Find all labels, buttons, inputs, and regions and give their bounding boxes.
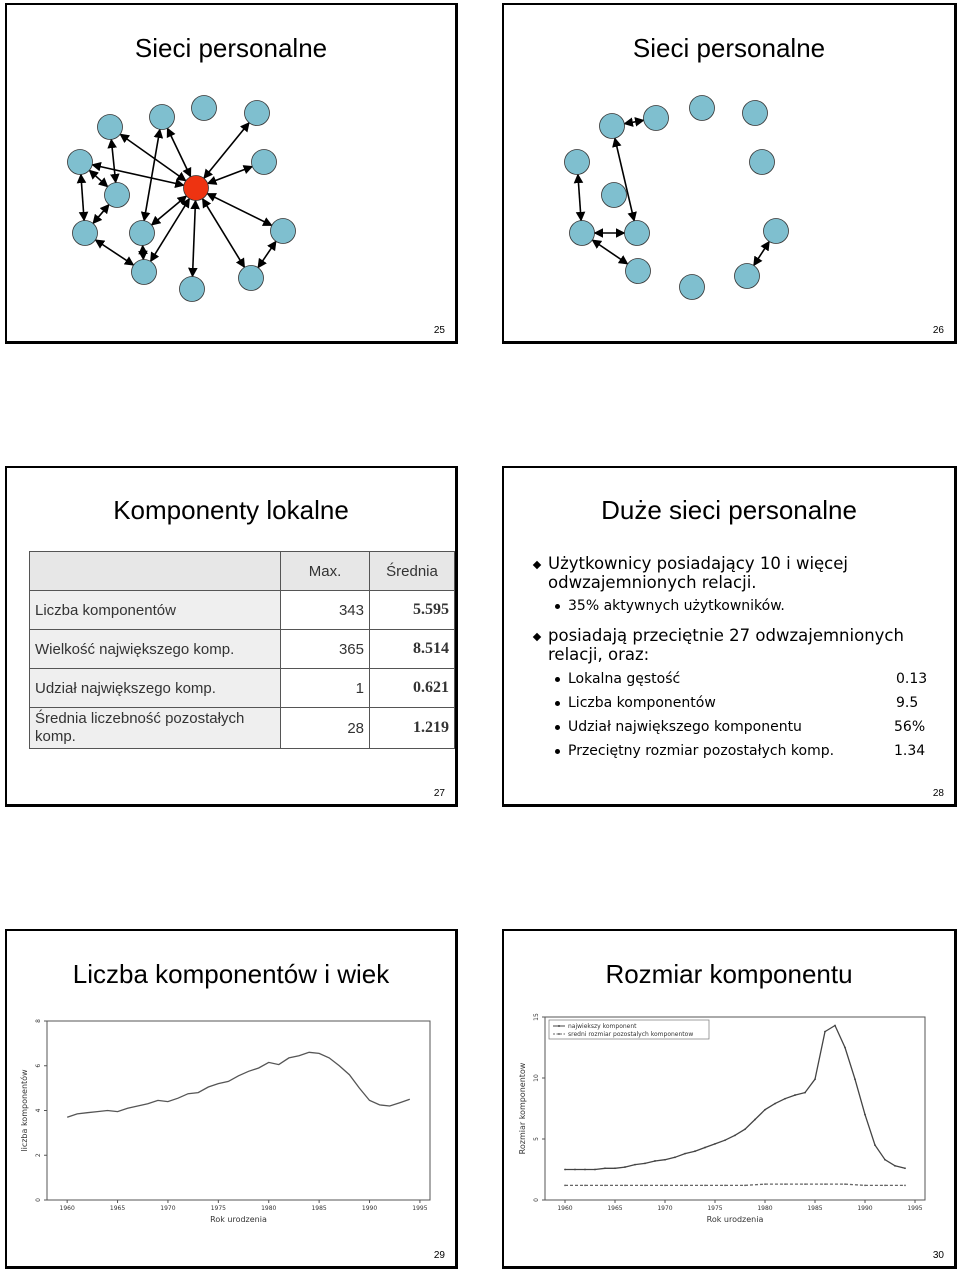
slide-30 <box>502 929 957 1269</box>
bullet-dot-icon <box>555 749 560 754</box>
table-row <box>30 669 455 708</box>
data-point <box>884 1159 886 1161</box>
data-point <box>844 1047 846 1049</box>
x-tick-label: 1965 <box>607 1205 623 1212</box>
slide-title: Duże sieci personalne <box>601 495 857 525</box>
data-point <box>864 1114 866 1116</box>
x-tick-label: 1970 <box>160 1205 176 1212</box>
data-point <box>844 1183 846 1185</box>
plot-frame <box>545 1017 925 1200</box>
table-row <box>30 591 455 630</box>
node <box>600 114 625 139</box>
edge <box>81 174 84 220</box>
row-label: Udział największego komp. <box>30 669 281 708</box>
data-point <box>604 1184 606 1186</box>
data-point <box>834 1025 836 1027</box>
slide-title: Liczba komponentów i wiek <box>72 959 390 989</box>
data-point <box>664 1184 666 1186</box>
x-axis-label: Rok urodzenia <box>706 1215 764 1224</box>
legend-label: sredni rozmiar pozostalych komponentow <box>568 1031 694 1038</box>
node <box>245 101 270 126</box>
node <box>743 101 768 126</box>
data-point <box>794 1094 796 1096</box>
slide-28 <box>502 466 957 807</box>
data-point <box>574 1169 576 1171</box>
data-point <box>644 1163 646 1165</box>
node <box>252 150 277 175</box>
ego-node <box>184 176 209 201</box>
slide-number: 25 <box>433 325 445 336</box>
data-point <box>614 1167 616 1169</box>
node <box>680 275 705 300</box>
node <box>764 219 789 244</box>
slide-25 <box>5 3 458 344</box>
max-value: 1 <box>281 669 370 708</box>
data-point <box>624 1184 626 1186</box>
mean-value: 8.514 <box>370 630 455 669</box>
legend <box>549 1020 709 1039</box>
header-cell <box>30 552 281 591</box>
edge <box>92 165 184 186</box>
edge <box>192 200 195 276</box>
edge <box>578 174 581 220</box>
y-tick-label: 4 <box>35 1108 42 1113</box>
sub-bullet-text: 35% aktywnych użytkowników. <box>568 598 785 614</box>
stat-value: 56% <box>894 719 926 735</box>
node <box>750 150 775 175</box>
max-value: 365 <box>281 630 370 669</box>
max-value: 28 <box>281 708 370 749</box>
edge <box>624 120 643 124</box>
data-point <box>624 1166 626 1168</box>
row-label: Średnia liczebność pozostałych komp. <box>30 708 281 749</box>
components-table <box>29 551 455 749</box>
data-point <box>744 1184 746 1186</box>
data-point <box>864 1184 866 1186</box>
data-point <box>804 1092 806 1094</box>
data-point <box>814 1078 816 1080</box>
y-tick-label: 0 <box>35 1198 42 1202</box>
edge <box>258 241 276 267</box>
y-tick-label: 5 <box>533 1137 540 1141</box>
table-row <box>30 708 455 749</box>
x-tick-label: 1975 <box>707 1205 723 1212</box>
node <box>271 219 296 244</box>
node <box>68 150 93 175</box>
edge <box>144 129 160 220</box>
bullet-dot-icon <box>555 677 560 682</box>
row-label: Wielkość największego komp. <box>30 630 281 669</box>
max-value: 343 <box>281 591 370 630</box>
data-point <box>584 1184 586 1186</box>
node <box>132 260 157 285</box>
x-tick-label: 1965 <box>109 1205 126 1212</box>
slide-29 <box>5 929 458 1269</box>
x-tick-label: 1980 <box>261 1205 277 1212</box>
row-label: Liczba komponentów <box>30 591 281 630</box>
y-tick-label: 0 <box>533 1198 540 1202</box>
slide-number: 30 <box>932 1250 944 1261</box>
legend-marker <box>558 1025 560 1027</box>
plot-area <box>518 1013 925 1224</box>
network-diagram-no-ego <box>504 5 959 346</box>
x-axis-label: Rok urodzenia <box>210 1215 267 1224</box>
slide-title: Sieci personalne <box>134 33 328 63</box>
data-point <box>694 1150 696 1152</box>
y-tick-label: 6 <box>35 1063 42 1068</box>
node <box>192 96 217 121</box>
node <box>180 277 205 302</box>
stat-label: Liczba komponentów <box>568 695 716 711</box>
node <box>130 221 155 246</box>
data-point <box>764 1109 766 1111</box>
data-point <box>704 1184 706 1186</box>
series-line <box>67 1052 410 1117</box>
data-point <box>684 1184 686 1186</box>
node <box>98 115 123 140</box>
y-axis-label: liczba komponentów <box>20 1069 29 1152</box>
data-point <box>684 1153 686 1155</box>
node <box>239 266 264 291</box>
slide-title: Komponenty lokalne <box>113 495 349 525</box>
header-cell: Średnia <box>370 552 455 591</box>
data-point <box>784 1183 786 1185</box>
data-point <box>904 1184 906 1186</box>
data-point <box>784 1098 786 1100</box>
bullet-text: posiadają przeciętnie 27 odwzajemnionych relacji, oraz: <box>548 626 904 664</box>
data-point <box>664 1159 666 1161</box>
data-point <box>644 1184 646 1186</box>
node <box>690 96 715 121</box>
series-line <box>565 1184 905 1185</box>
bullet-dot-icon <box>555 725 560 730</box>
data-point <box>774 1103 776 1105</box>
edge <box>754 242 769 266</box>
stat-value: 0.13 <box>896 671 928 687</box>
edge <box>93 205 109 224</box>
slide-number: 27 <box>433 788 445 799</box>
edge <box>89 170 107 186</box>
node <box>625 221 650 246</box>
table-header-row <box>30 552 455 591</box>
stat-label: Lokalna gęstość <box>568 671 681 687</box>
data-point <box>564 1184 566 1186</box>
x-tick-label: 1990 <box>361 1205 378 1212</box>
data-point <box>854 1078 856 1080</box>
x-tick-label: 1960 <box>557 1205 573 1212</box>
data-point <box>584 1169 586 1171</box>
series-line <box>565 1026 905 1170</box>
bullet-diamond-icon <box>533 633 541 641</box>
stat-value: 1.34 <box>894 743 926 759</box>
y-axis-label: Rozmiar komponentow <box>518 1062 527 1155</box>
stat-label: Udział największego komponentu <box>568 719 802 735</box>
y-tick-label: 15 <box>533 1013 540 1021</box>
data-point <box>604 1167 606 1169</box>
edge <box>143 245 144 259</box>
bullet-dot-icon <box>555 604 560 609</box>
x-tick-label: 1980 <box>757 1205 773 1212</box>
chart-components-vs-age <box>7 931 460 1271</box>
data-point <box>724 1139 726 1141</box>
data-point <box>744 1128 746 1130</box>
data-point <box>904 1167 906 1169</box>
edge <box>208 166 253 183</box>
header-cell: Max. <box>281 552 370 591</box>
plot-area <box>19 1019 430 1224</box>
node <box>73 221 98 246</box>
node <box>105 183 130 208</box>
data-point <box>724 1184 726 1186</box>
node <box>626 259 651 284</box>
data-point <box>734 1134 736 1136</box>
stat-value: 9.5 <box>896 695 919 711</box>
data-point <box>824 1031 826 1033</box>
legend-label: najwiekszy komponent <box>568 1023 637 1030</box>
table-row <box>30 630 455 669</box>
x-tick-label: 1985 <box>807 1205 823 1212</box>
edge <box>111 139 115 182</box>
slide-number: 29 <box>433 1250 445 1261</box>
mean-value: 1.219 <box>370 708 455 749</box>
data-point <box>874 1144 876 1146</box>
data-point <box>564 1169 566 1171</box>
data-point <box>654 1160 656 1162</box>
slide-27 <box>5 466 458 807</box>
x-tick-label: 1975 <box>210 1205 226 1212</box>
data-point <box>884 1184 886 1186</box>
data-point <box>714 1143 716 1145</box>
bullet-dot-icon <box>555 701 560 706</box>
mean-value: 5.595 <box>370 591 455 630</box>
y-tick-label: 10 <box>533 1074 540 1082</box>
data-point <box>594 1169 596 1171</box>
data-point <box>674 1156 676 1158</box>
data-point <box>894 1165 896 1167</box>
slide-title: Rozmiar komponentu <box>605 959 853 989</box>
chart-component-size <box>504 931 959 1271</box>
y-tick-label: 2 <box>35 1153 42 1158</box>
stat-label: Przeciętny rozmiar pozostałych komp. <box>568 743 835 759</box>
slide-title: Sieci personalne <box>632 33 826 63</box>
data-point <box>634 1164 636 1166</box>
x-tick-label: 1990 <box>857 1205 873 1212</box>
mean-value: 0.621 <box>370 669 455 708</box>
bullet-text: Użytkownicy posiadający 10 i więcej odwzajemnionych relacji. <box>548 554 848 592</box>
edge <box>95 240 133 265</box>
data-point <box>804 1183 806 1185</box>
slide-26 <box>502 3 957 344</box>
y-tick-label: 8 <box>35 1019 42 1023</box>
edge <box>592 240 627 264</box>
x-tick-label: 1960 <box>59 1205 75 1212</box>
node <box>602 183 627 208</box>
node <box>570 221 595 246</box>
data-point <box>824 1183 826 1185</box>
x-tick-label: 1985 <box>311 1205 327 1212</box>
bullet-diamond-icon <box>533 561 541 569</box>
data-point <box>754 1119 756 1121</box>
legend-marker <box>558 1033 560 1035</box>
node <box>150 105 175 130</box>
slide-number: 28 <box>932 788 944 799</box>
node <box>735 264 760 289</box>
x-tick-label: 1970 <box>657 1205 673 1212</box>
slide-number: 26 <box>932 325 944 336</box>
network-diagram-ego <box>7 5 460 346</box>
edge <box>151 199 190 262</box>
x-tick-label: 1995 <box>412 1205 428 1212</box>
node <box>644 106 669 131</box>
data-point <box>704 1147 706 1149</box>
data-point <box>764 1183 766 1185</box>
x-tick-label: 1995 <box>907 1205 923 1212</box>
edge <box>615 138 634 221</box>
node <box>565 150 590 175</box>
